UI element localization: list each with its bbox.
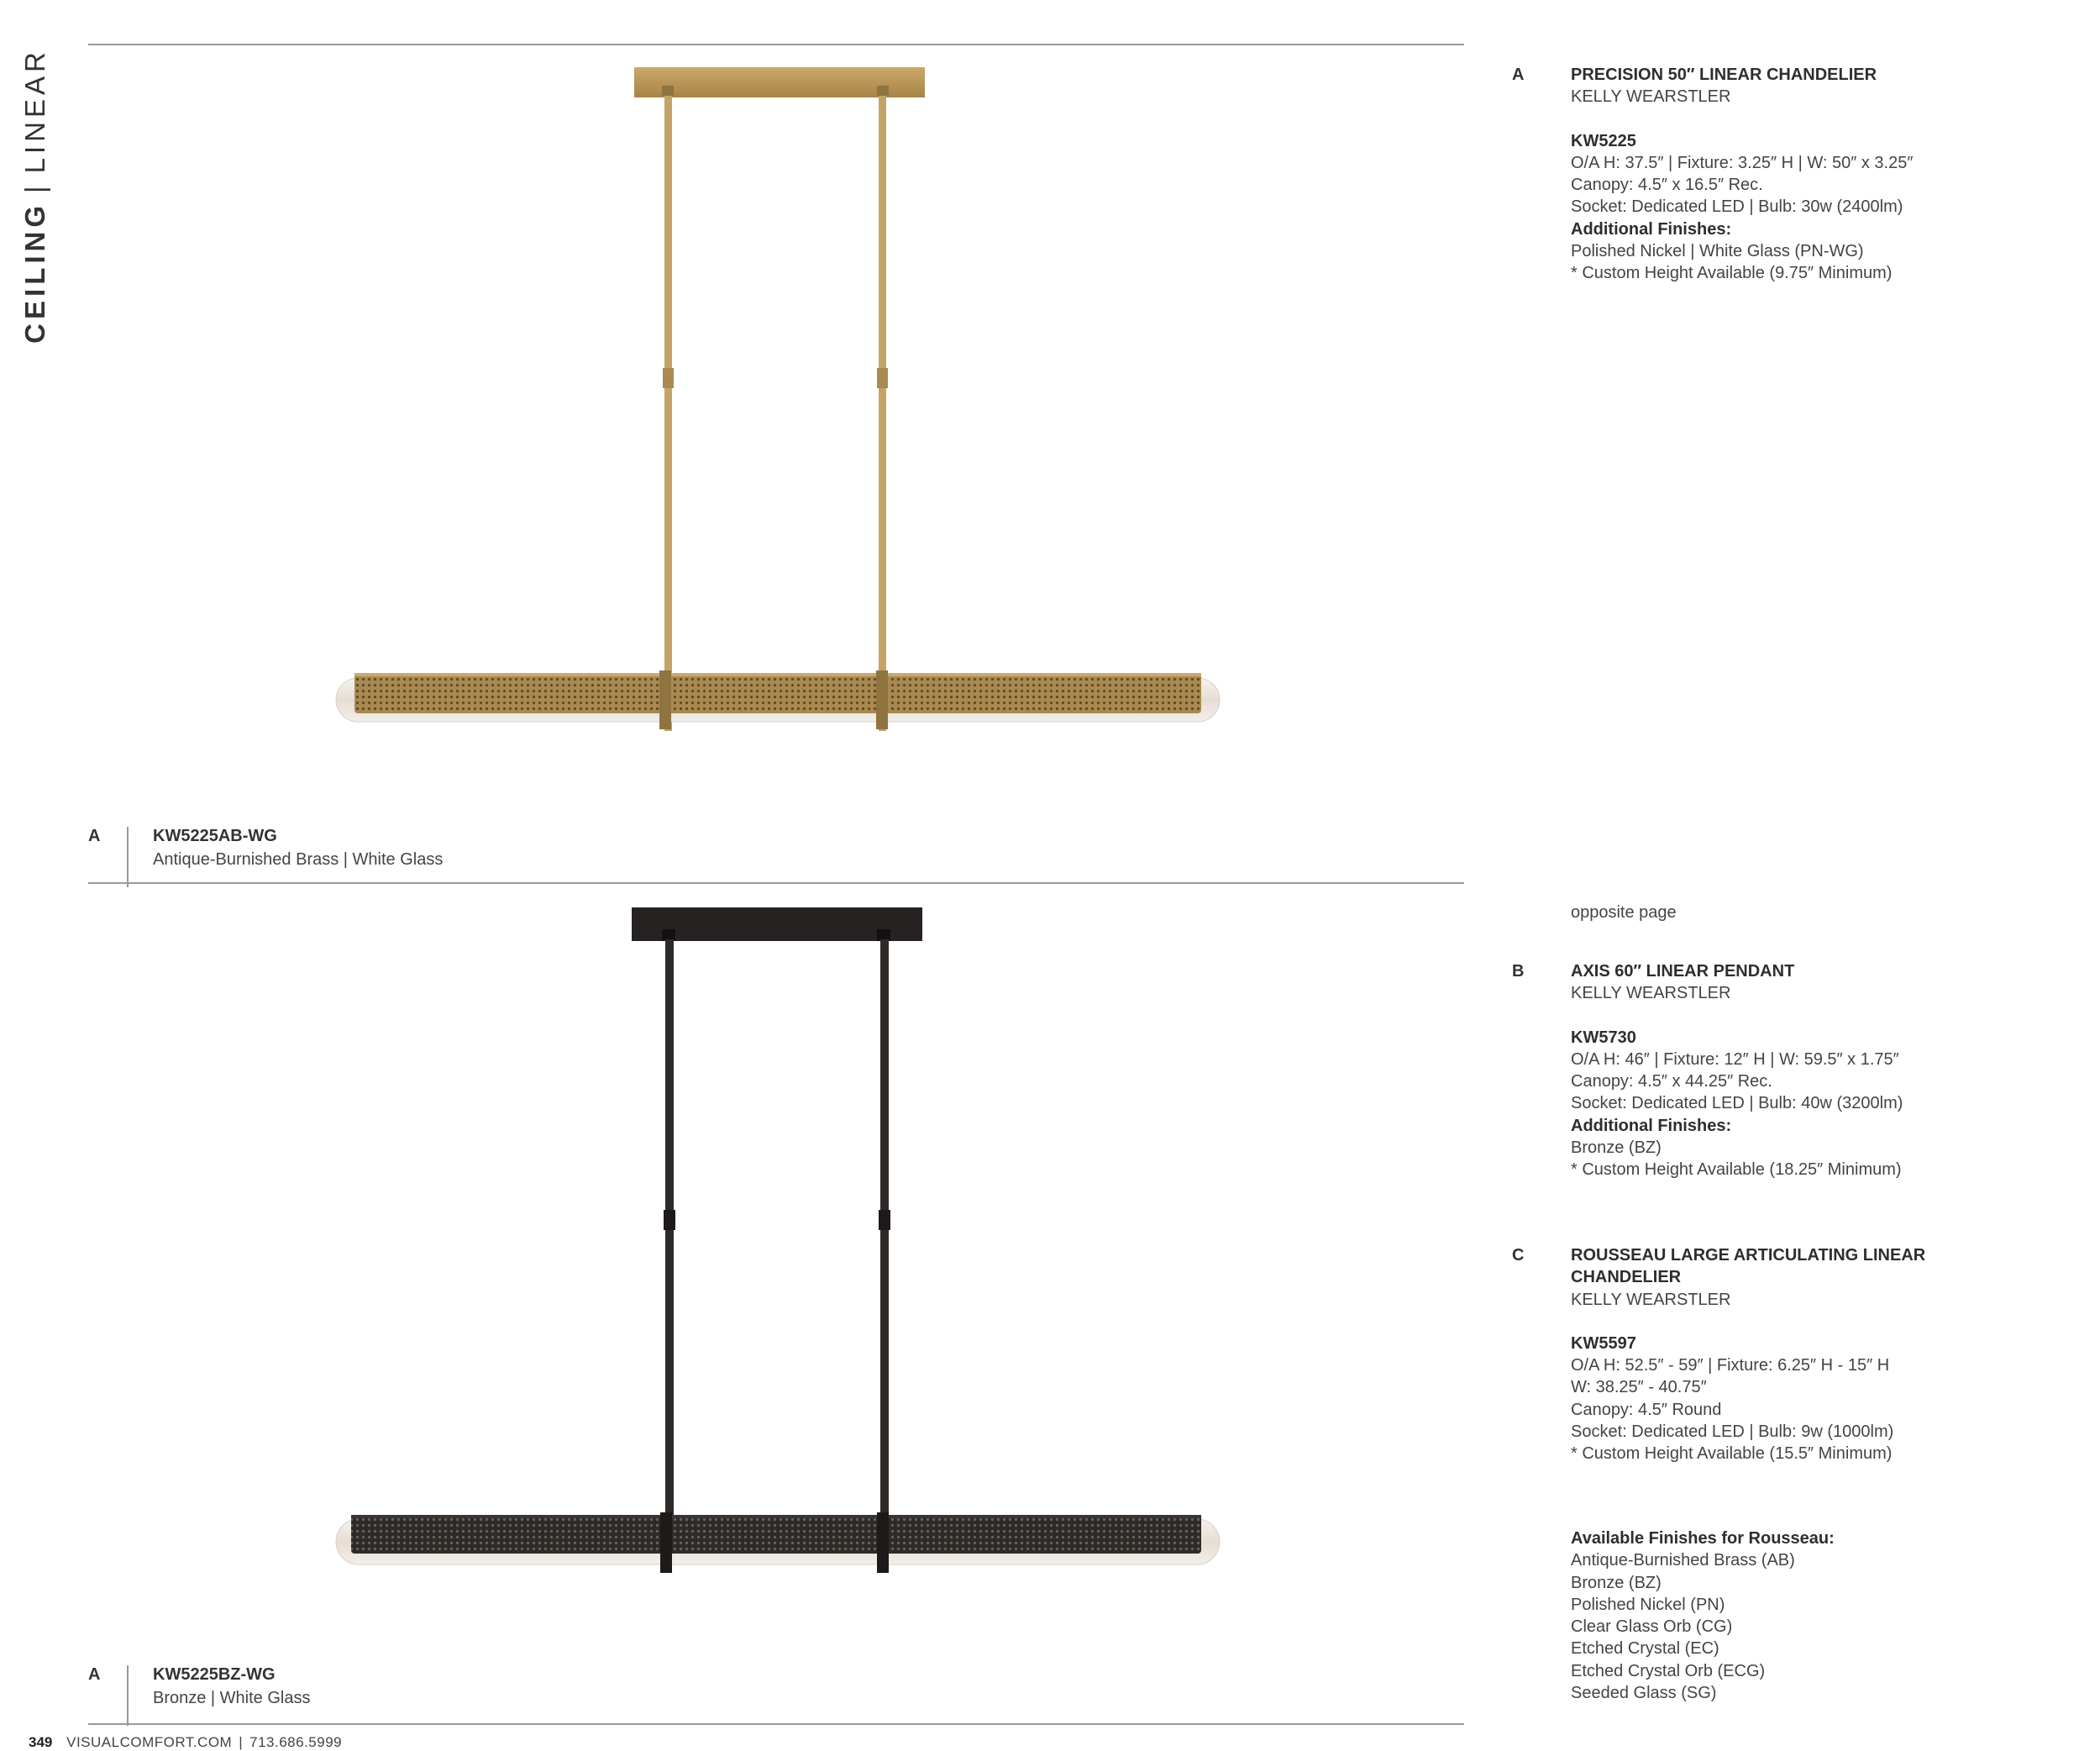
finish-item: Polished Nickel (PN) [1571, 1595, 1725, 1614]
phone-number: 713.686.5999 [249, 1734, 343, 1750]
spec-line: Canopy: 4.5″ Round [1571, 1400, 1722, 1419]
product-title: AXIS 60″ LINEAR PENDANT [1571, 962, 1795, 981]
finish-item: Etched Crystal Orb (ECG) [1571, 1661, 1766, 1680]
stem-left [664, 96, 672, 731]
product-sku: KW5597 [1571, 1333, 1636, 1353]
product-photo-brass [319, 59, 1226, 731]
available-finishes [1571, 1528, 1835, 1704]
product-title-line2: CHANDELIER [1571, 1268, 1682, 1287]
designer-name: KELLY WEARSTLER [1571, 1290, 1731, 1309]
available-finishes-heading: Available Finishes for Rousseau: [1571, 1529, 1835, 1548]
caption-finish: Bronze | White Glass [153, 1689, 311, 1707]
caption-brass [88, 827, 844, 887]
designer-name: KELLY WEARSTLER [1571, 87, 1731, 107]
finish-item: Seeded Glass (SG) [1571, 1684, 1717, 1703]
website-link[interactable]: VISUALCOMFORT.COM [66, 1734, 233, 1750]
page-number: 349 [29, 1734, 53, 1750]
finish-item: Clear Glass Orb (CG) [1571, 1617, 1733, 1637]
section-title-light: LINEAR [19, 48, 51, 174]
product-sku: KW5225 [1571, 131, 1636, 150]
designer-name: KELLY WEARSTLER [1571, 984, 1731, 1003]
spec-line: O/A H: 52.5″ - 59″ | Fixture: 6.25″ H - 15″ H [1571, 1356, 1890, 1375]
spec-line: Canopy: 4.5″ x 16.5″ Rec. [1571, 176, 1763, 195]
caption-divider [127, 827, 129, 887]
caption-sku: KW5225BZ-WG [153, 1665, 276, 1684]
mesh-shade [351, 1515, 1201, 1554]
spec-line: Socket: Dedicated LED | Bulb: 40w (3200lm) [1571, 1094, 1903, 1113]
footer-separator: | [239, 1734, 244, 1750]
section-title [13, 48, 57, 344]
stem-left [665, 939, 674, 1561]
spec-line: Socket: Dedicated LED | Bulb: 30w (2400lm) [1571, 197, 1903, 217]
product-title-line1: ROUSSEAU LARGE ARTICULATING LINEAR [1571, 1246, 1926, 1265]
mesh-shade [354, 673, 1201, 713]
caption-letter: A [88, 827, 101, 845]
spec-line: O/A H: 37.5″ | Fixture: 3.25″ H | W: 50″ x 3.25″ [1571, 153, 1914, 172]
spec-line: O/A H: 46″ | Fixture: 12″ H | W: 59.5″ x 1.75″ [1571, 1049, 1899, 1069]
spec-line: Canopy: 4.5″ x 44.25″ Rec. [1571, 1072, 1772, 1091]
top-rule [88, 44, 1464, 45]
spec-line: Socket: Dedicated LED | Bulb: 9w (1000lm) [1571, 1422, 1894, 1442]
caption-divider [127, 1665, 129, 1726]
section-title-bold: CEILING [19, 201, 51, 344]
footer [29, 1734, 342, 1751]
spec-line: W: 38.25″ - 40.75″ [1571, 1378, 1707, 1397]
section-title-separator: | [19, 181, 51, 193]
product-sku: KW5730 [1571, 1028, 1636, 1047]
spec-letter: A [1512, 66, 1525, 84]
finish-item: Bronze (BZ) [1571, 1573, 1662, 1592]
caption-bronze [88, 1665, 844, 1726]
opposite-page-note: opposite page [1571, 903, 1677, 922]
product-title: PRECISION 50″ LINEAR CHANDELIER [1571, 66, 1877, 84]
custom-height-note: * Custom Height Available (18.25″ Minimum) [1571, 1160, 1902, 1180]
custom-height-note: * Custom Height Available (9.75″ Minimum) [1571, 264, 1893, 283]
finish-item: Antique-Burnished Brass (AB) [1571, 1551, 1795, 1570]
spec-letter: C [1512, 1246, 1525, 1265]
caption-finish: Antique-Burnished Brass | White Glass [153, 850, 444, 869]
stem-right [880, 939, 889, 1561]
spec-letter: B [1512, 962, 1525, 981]
product-photo-bronze [319, 899, 1226, 1588]
caption-letter: A [88, 1665, 101, 1684]
caption-sku: KW5225AB-WG [153, 827, 277, 845]
additional-finishes-value: Bronze (BZ) [1571, 1138, 1662, 1158]
finish-item: Etched Crystal (EC) [1571, 1639, 1719, 1659]
custom-height-note: * Custom Height Available (15.5″ Minimum) [1571, 1444, 1893, 1464]
additional-finishes-label: Additional Finishes: [1571, 1116, 1732, 1135]
additional-finishes-value: Polished Nickel | White Glass (PN-WG) [1571, 242, 1864, 261]
stem-right [879, 96, 886, 731]
additional-finishes-label: Additional Finishes: [1571, 219, 1732, 239]
